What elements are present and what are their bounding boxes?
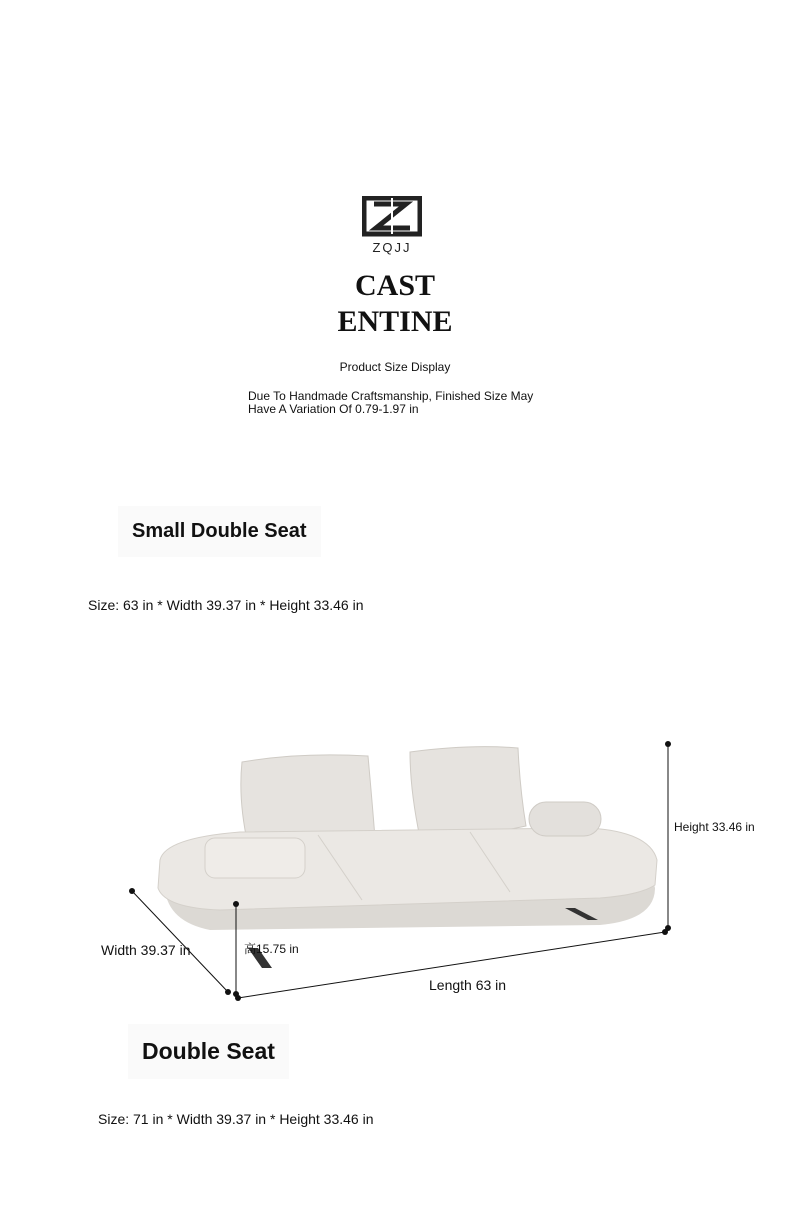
seat-height-label: 高15.75 in bbox=[244, 942, 299, 956]
back-cushion-right bbox=[410, 747, 526, 838]
double-seat-size: Size: 71 in * Width 39.37 in * Height 33.46 in bbox=[98, 1111, 374, 1127]
width-label: Width 39.37 in bbox=[101, 942, 191, 958]
page-subtitle: Product Size Display bbox=[339, 360, 451, 374]
length-dot-right bbox=[662, 929, 668, 935]
sofa-dimension-diagram bbox=[0, 720, 800, 1020]
double-seat-heading: Double Seat bbox=[128, 1024, 289, 1079]
brand-name: ZQJJ bbox=[372, 240, 412, 255]
seat-height-dot-bottom bbox=[233, 991, 239, 997]
title-line-2: ENTINE bbox=[337, 305, 453, 338]
note-line-1: Due To Handmade Craftsmanship, Finished Size May bbox=[248, 389, 534, 403]
small-double-seat-heading: Small Double Seat bbox=[118, 506, 321, 557]
seat-height-dot-top bbox=[233, 901, 239, 907]
block-cushion bbox=[205, 838, 305, 878]
height-dot-top bbox=[665, 741, 671, 747]
length-label: Length 63 in bbox=[429, 977, 507, 993]
width-dot-bottom bbox=[225, 989, 231, 995]
title-line-1: CAST bbox=[354, 269, 436, 302]
product-title bbox=[300, 268, 490, 340]
zqjj-logo-icon bbox=[362, 196, 422, 238]
note-line-2: Have A Variation Of 0.79-1.97 in bbox=[248, 402, 419, 416]
width-dot-top bbox=[129, 888, 135, 894]
height-label: Height 33.46 in bbox=[674, 820, 755, 834]
bolster-pillow bbox=[529, 802, 601, 836]
craftsmanship-note bbox=[248, 390, 548, 416]
small-double-seat-size: Size: 63 in * Width 39.37 in * Height 33.46 in bbox=[88, 597, 364, 613]
